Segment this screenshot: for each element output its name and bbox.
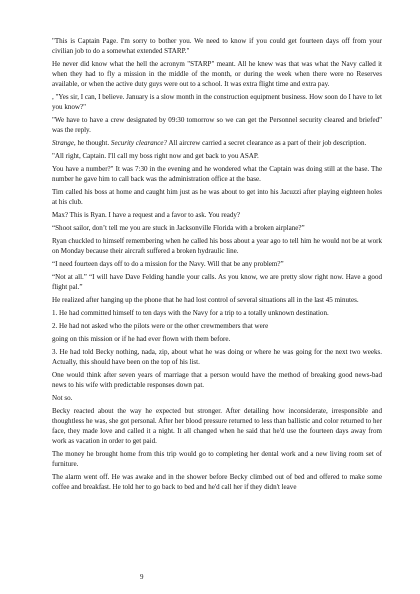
- list-item-continuation: going on this mission or if he had ever flown with them before.: [52, 335, 231, 343]
- paragraph: "This is Captain Page. I'm sorry to bother you. We need to know if you could get fourteen days off from your civilian job to do a somewhat extended STARP.": [52, 37, 382, 55]
- paragraph: He realized after hanging up the phone that he had lost control of several situations all in the last 45 minutes.: [52, 296, 359, 304]
- italic-word-strange: Strange: [52, 139, 74, 147]
- paragraph: You have a number?" It was 7:30 in the evening and he wondered what the Captain was doing still at the base. The number he gave him to call back was the administration office at the base.: [52, 165, 382, 183]
- paragraph: Becky reacted about the way he expected but stronger. After detailing how inconsiderate, irresponsible and thoughtless he was, she got personal. After her blood pressure returned to less than ballistic and color returned to her face, they made love and called it a night. It all changed when he said that he'd use the fourteen days away from work as vacation in order to get paid.: [52, 407, 382, 445]
- paragraph: Ryan chuckled to himself remembering when he called his boss about a year ago to tell him he would not be at work on Monday because their aircraft suffered a broken hydraulic line.: [52, 237, 382, 255]
- page-number: 9: [140, 573, 144, 581]
- list-item: 3. He had told Becky nothing, nada, zip, about what he was doing or where he was going for the next two weeks. Actually, this should have been on the top of his list.: [52, 348, 382, 366]
- paragraph: Max? This is Ryan. I have a request and a favor to ask. You ready?: [52, 211, 241, 219]
- paragraph: Tim called his boss at home and caught him just as he was about to get into his Jacuzzi after playing eighteen holes at his club.: [52, 188, 382, 206]
- paragraph: “Not at all.” “I will have Dave Felding handle your calls. As you know, we are pretty slow right now. Have a good flight pal.”: [52, 273, 382, 291]
- paragraph: "All right, Captain. I'll call my boss right now and get back to you ASAP.: [52, 152, 259, 160]
- paragraph: The alarm went off. He was awake and in the shower before Becky climbed out of bed and offered to make some coffee and breakfast. He told her to go back to bed and he'd call her if they didn't leave: [52, 473, 382, 491]
- paragraph: , "Yes sir, I can, I believe. January is a slow month in the construction equipment business. How soon do I have to let you know?": [52, 93, 382, 111]
- list-item: 2. He had not asked who the pilots were or the other crewmembers that were: [52, 322, 269, 330]
- italic-phrase-security-clearance: Security clearance?: [110, 139, 168, 147]
- paragraph: "We have to have a crew designated by 09:30 tomorrow so we can get the Personnel security cleared and briefed" was the reply.: [52, 116, 382, 134]
- paragraph-italic-thought: Strange, he thought. Security clearance? All aircrew carried a secret clearance as a part of their job description.: [52, 139, 367, 147]
- paragraph: “I need fourteen days off to do a mission for the Navy. Will that be any problem?”: [52, 260, 284, 268]
- paragraph: The money he brought home from this trip would go to completing her dental work and a new living room set of furniture.: [52, 450, 382, 468]
- paragraph: “Shoot sailor, don’t tell me you are stuck in Jacksonville Florida with a broken airplane?”: [52, 224, 305, 232]
- paragraph: Not so.: [52, 394, 73, 402]
- list-item: 1. He had committed himself to ten days with the Navy for a trip to a totally unknown destination.: [52, 309, 329, 317]
- paragraph: One would think after seven years of marriage that a person would have the method of breaking good news-bad news to his wife with predictable responses down pat.: [52, 371, 382, 389]
- paragraph: He never did know what the hell the acronym "STARP" meant. All he knew was that was what the Navy called it when they had to fly a mission in the middle of the month, or during the week when there were no Reserves available, or when the active duty guys were out to a school. It was extra flight time and extra pay.: [52, 60, 382, 88]
